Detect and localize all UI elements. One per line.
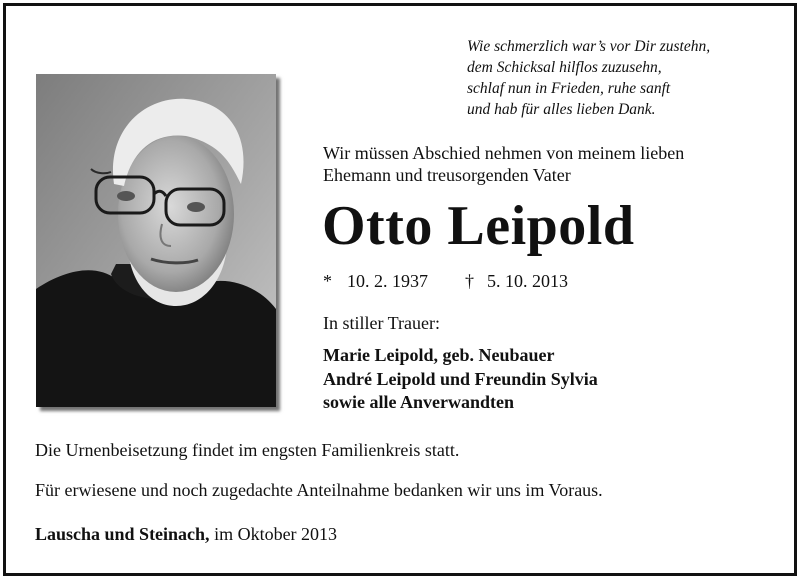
poem-line: und hab für alles lieben Dank. <box>467 101 656 118</box>
mourner-line: Marie Leipold, geb. Neubauer <box>323 345 555 365</box>
signature-place: Lauscha und Steinach, <box>35 524 210 544</box>
intro-text <box>323 142 684 186</box>
poem-line: schlaf nun in Frieden, ruhe sanft <box>467 80 671 97</box>
birth-symbol: * <box>323 271 332 291</box>
mourner-line: sowie alle Anverwandten <box>323 392 514 412</box>
mourners-list <box>323 344 598 415</box>
signature-date: im Oktober 2013 <box>214 524 338 544</box>
birth-date: 10. 2. 1937 <box>347 271 428 291</box>
mourning-label: In stiller Trauer: <box>323 313 440 333</box>
signature-line <box>35 524 337 545</box>
life-dates <box>323 271 568 292</box>
thanks-notice: Für erwiesene und noch zugedachte Anteilnahme bedanken wir uns im Voraus. <box>35 480 603 500</box>
death-symbol: † <box>465 271 474 291</box>
mourner-line: André Leipold und Freundin Sylvia <box>323 368 598 389</box>
poem-line: Wie schmerzlich war’s vor Dir zustehn, <box>467 38 711 55</box>
intro-line: Wir müssen Abschied nehmen von meinem lieben <box>323 143 685 163</box>
intro-line: Ehemann und treusorgenden Vater <box>323 165 571 185</box>
death-date: 5. 10. 2013 <box>487 271 568 291</box>
deceased-name: Otto Leipold <box>322 195 635 257</box>
portrait-photo <box>36 74 276 407</box>
memorial-poem <box>467 36 787 120</box>
poem-line: dem Schicksal hilflos zuzusehn, <box>467 59 662 76</box>
burial-notice: Die Urnenbeisetzung findet im engsten Familienkreis statt. <box>35 440 460 460</box>
